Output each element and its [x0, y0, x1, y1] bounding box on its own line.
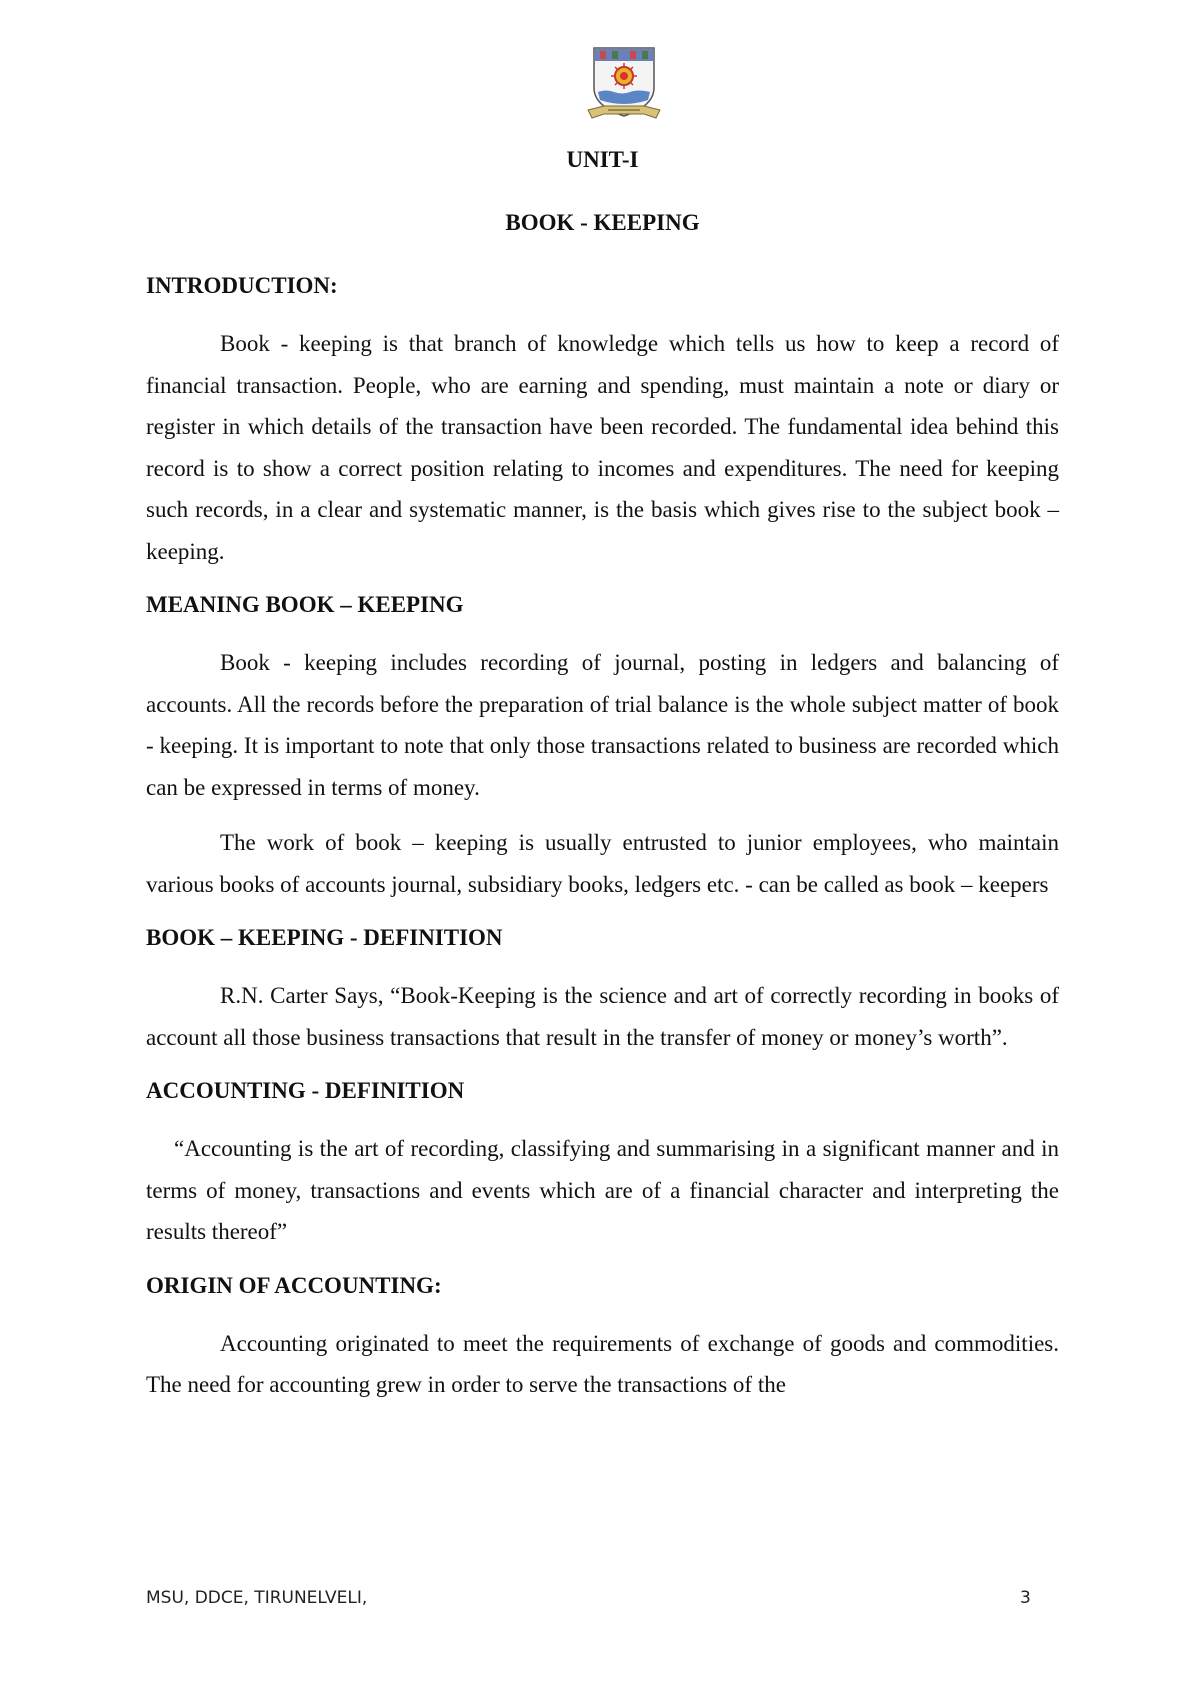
page-number: 3	[1020, 1588, 1031, 1608]
accounting-definition-heading: ACCOUNTING - DEFINITION	[146, 1078, 465, 1103]
origin-paragraph: Accounting originated to meet the requirements of exchange of goods and commodities. The need for accounting grew in order to serve the transactions of the	[146, 1330, 1059, 1397]
introduction-paragraph: Book - keeping is that branch of knowledge which tells us how to keep a record of financial transaction. People, who are earning and spending, must maintain a note or diary or register in which details of the transaction have been recorded. The fundamental idea behind this record is to show a correct position relating to incomes and expenditures. The need for keeping such records, in a clear and systematic manner, is the basis which gives rise to the subject book – keeping.	[146, 331, 1059, 564]
origin-heading: ORIGIN OF ACCOUNTING:	[146, 1272, 442, 1298]
footer-institution: MSU, DDCE, TIRUNELVELI,	[146, 1588, 368, 1608]
unit-title: UNIT-I	[566, 147, 639, 172]
meaning-paragraph-1: Book - keeping includes recording of journal, posting in ledgers and balancing of accounts. All the records before the preparation of trial balance is the whole subject matter of book - keeping. It is important to note that only those transactions related to business are recorded which can be expressed in terms of money.	[146, 650, 1059, 800]
meaning-heading: MEANING BOOK – KEEPING	[146, 592, 464, 617]
definition-paragraph: R.N. Carter Says, “Book-Keeping is the science and art of correctly recording in books of account all those business transactions that result in the transfer of money or money’s worth”.	[146, 983, 1059, 1050]
university-crest-icon	[586, 44, 662, 124]
page-title: BOOK - KEEPING	[505, 210, 700, 235]
definition-heading: BOOK – KEEPING - DEFINITION	[146, 925, 503, 950]
document-body	[146, 145, 1059, 1406]
meaning-paragraph-2: The work of book – keeping is usually entrusted to junior employees, who maintain various books of accounts journal, subsidiary books, ledgers etc. - can be called as book – keepers	[146, 830, 1059, 897]
introduction-heading: INTRODUCTION:	[146, 273, 338, 298]
accounting-definition-paragraph: “Accounting is the art of recording, classifying and summarising in a significant manner and in terms of money, transactions and events which are of a financial character and interpreting the results thereof”	[146, 1136, 1059, 1244]
